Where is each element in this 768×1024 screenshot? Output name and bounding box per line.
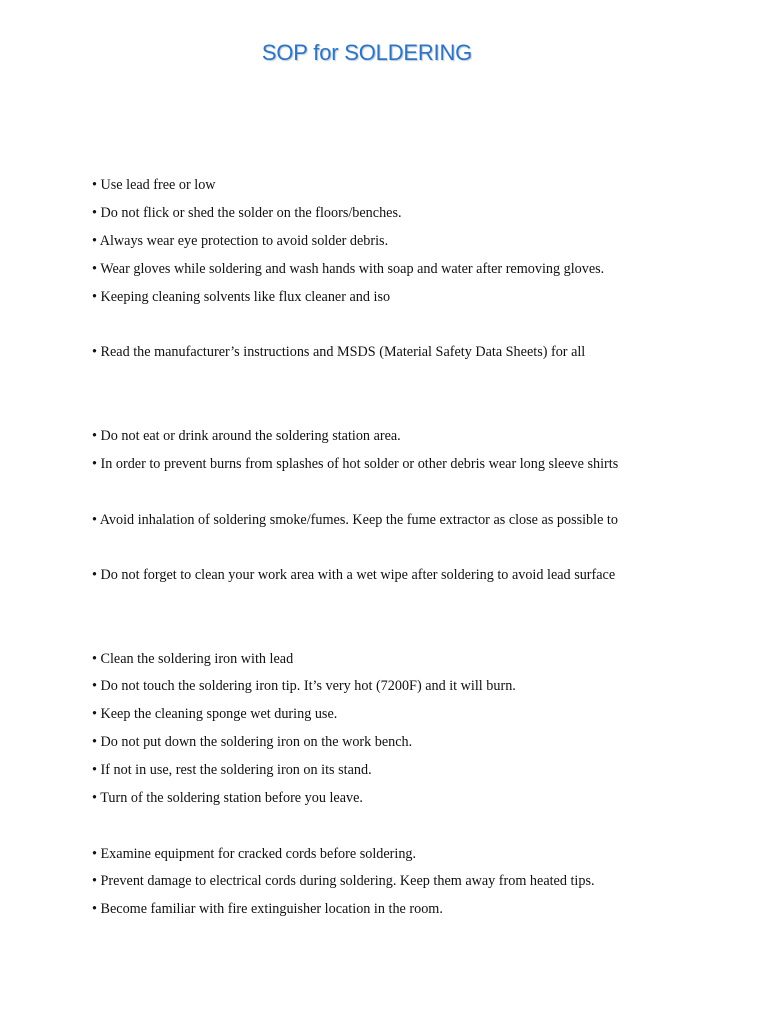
list-item: • Turn of the soldering station before you leave.: [92, 790, 363, 806]
list-item: • Avoid inhalation of soldering smoke/fumes. Keep the fume extractor as close as possible to: [92, 512, 618, 528]
list-item: • If not in use, rest the soldering iron on its stand.: [92, 762, 372, 778]
list-item: • Keeping cleaning solvents like flux cleaner and iso: [92, 289, 391, 305]
list-item: • Do not flick or shed the solder on the floors/benches.: [92, 205, 402, 221]
list-item: • Do not touch the soldering iron tip. It’s very hot (7200F) and it will burn.: [92, 678, 516, 694]
list-item: • Clean the soldering iron with lead: [92, 651, 294, 667]
list-item: • Always wear eye protection to avoid solder debris.: [92, 233, 389, 249]
list-item: • Do not forget to clean your work area with a wet wipe after soldering to avoid lead surface: [92, 567, 616, 583]
list-item: • Wear gloves while soldering and wash hands with soap and water after removing gloves.: [92, 261, 605, 277]
list-item: • Keep the cleaning sponge wet during use.: [92, 706, 338, 722]
list-item: • Examine equipment for cracked cords before soldering.: [92, 846, 417, 862]
list-item: • Become familiar with fire extinguisher location in the room.: [92, 901, 443, 917]
list-item: • Do not put down the soldering iron on the work bench.: [92, 734, 413, 750]
list-item: • In order to prevent burns from splashes of hot solder or other debris wear long sleeve shirts: [92, 456, 619, 472]
list-item: • Use lead free or low: [92, 177, 216, 193]
list-item: • Prevent damage to electrical cords during soldering. Keep them away from heated tips.: [92, 873, 595, 889]
page-title: SOP for SOLDERING: [261, 40, 473, 65]
list-item: • Read the manufacturer’s instructions and MSDS (Material Safety Data Sheets) for all: [92, 344, 586, 360]
list-item: • Do not eat or drink around the soldering station area.: [92, 428, 401, 444]
